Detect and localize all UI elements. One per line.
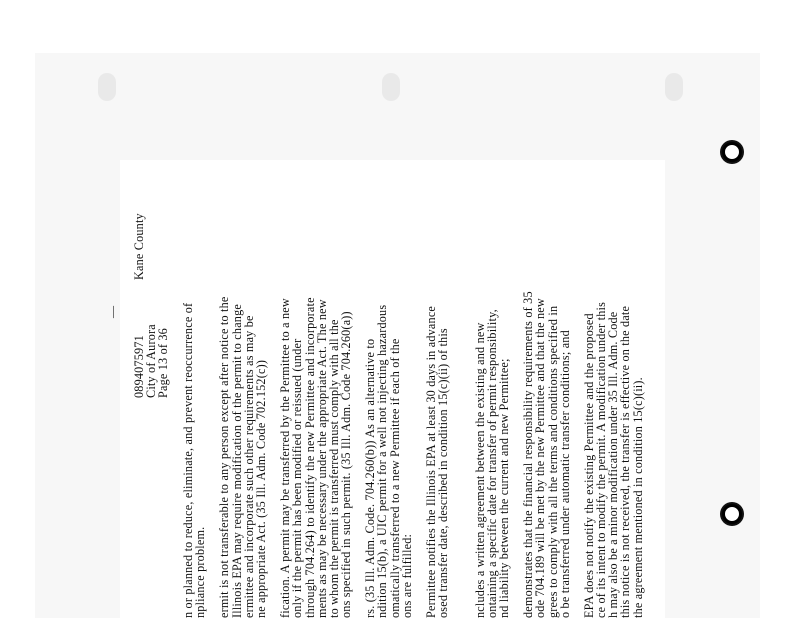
body-text-line: Illinois EPA may require modification of the permit to change (229, 304, 244, 618)
permit-number: 0894075971 (132, 335, 146, 398)
binder-hole (721, 141, 743, 163)
body-text-line: only if the permit has been modified or reissued (under (290, 338, 305, 618)
rotated-document-text (105, 160, 665, 618)
body-text-line: ce of its intent to modify the permit. A modification under this (594, 301, 609, 618)
county-name: Kane County (132, 213, 146, 280)
body-text-line: ne appropriate Act. (35 Ill. Adm. Code 702.152(c)) (253, 359, 268, 618)
body-text-line: grees to comply with all the terms and conditions specified in (545, 305, 560, 618)
header-dash: — (105, 305, 119, 318)
body-text-line: omatically transferred to a new Permittee if each of the (387, 338, 402, 618)
body-text-line: ndition 15(b), a UIC permit for a well not injecting hazardous (375, 304, 390, 618)
body-text-line: ons are fulfilled: (399, 533, 414, 618)
body-text-line: ments as may be necessary under the appropriate Act. The new (314, 299, 329, 618)
punch-hole-mark (665, 73, 683, 101)
body-text-line: osed transfer date, described in condition 15(c)(ii) of this (436, 328, 451, 618)
body-text-line: ncludes a written agreement between the existing and new (472, 322, 487, 618)
body-text-line: o be transferred under automatic transfer conditions; and (557, 330, 572, 618)
body-text-line: ode 704.189 will be met by the new Permittee and that the new (533, 298, 548, 618)
body-text-line: EPA does not notify the existing Permittee and the proposed (581, 313, 596, 618)
body-text-line: Permittee notifies the Illinois EPA at least 30 days in advance (424, 305, 438, 618)
body-text-line: fication. A permit may be transferred by the Permittee to a new (278, 298, 293, 618)
body-text-line: npliance problem. (193, 526, 208, 618)
city-name: City of Aurora (144, 324, 158, 398)
body-text-line: h may also be a minor modification under 35 Ill. Adm. Code (606, 311, 621, 618)
punch-hole-mark (382, 73, 400, 101)
body-text-line: demonstrates that the financial responsibility requirements of 35 (521, 291, 536, 618)
body-text-line: this notice is not received, the transfer is effective on the date (618, 305, 633, 618)
body-text-line: ermit is not transferable to any person except after notice to the (217, 296, 232, 618)
body-text-line: n or planned to reduce, eliminate, and prevent reoccurrence of (181, 302, 195, 618)
page-number: Page 13 of 36 (156, 328, 170, 398)
punch-hole-mark (98, 73, 116, 101)
body-text-line: the agreement mentioned in condition 15(c)(ii). (630, 377, 645, 618)
body-text-line: ons specified in such permit. (35 Ill. Adm. Code 704.260(a)) (338, 311, 353, 618)
body-text-line: to whom the permit is transferred must comply with all the (326, 319, 341, 618)
body-text-line: ontaining a specific date for transfer of permit responsibility, (484, 309, 499, 618)
body-text-line: ermittee and incorporate such other requirements as may be (241, 315, 256, 618)
body-text-line: rs. (35 Ill. Adm. Code. 704.260(b)) As an alternative to (363, 338, 378, 618)
body-text-line: nd liability between the current and new Permittee; (496, 358, 511, 618)
body-text-line: through 704.264) to identify the new Permittee and incorporate (302, 297, 317, 618)
binder-hole (721, 503, 743, 525)
